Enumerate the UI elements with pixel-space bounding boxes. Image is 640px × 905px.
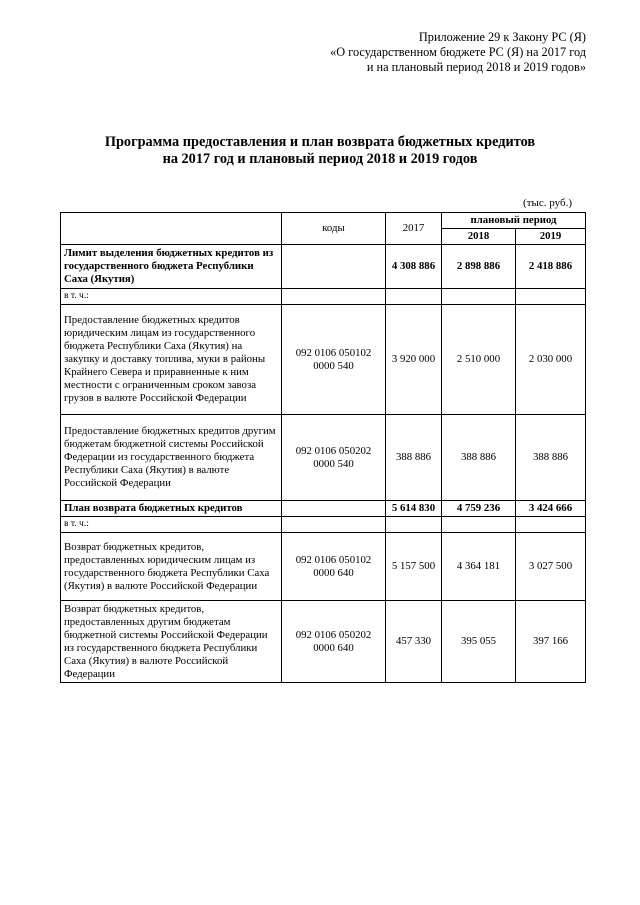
header-2019: 2019 bbox=[516, 229, 586, 245]
row-name: Возврат бюджетных кредитов, предоставленных юридическим лицам из государственного бюджета Республики Саха (Якутия) в валюте Российской Федерации bbox=[61, 533, 282, 601]
row-value-2017: 5 614 830 bbox=[386, 501, 442, 517]
row-code: 092 0106 050202 0000 640 bbox=[282, 601, 386, 683]
row-value-2018 bbox=[442, 289, 516, 305]
title-line-1: Программа предоставления и план возврата бюджетных кредитов bbox=[104, 134, 536, 150]
row-name: Возврат бюджетных кредитов, предоставленных другим бюджетам бюджетной системы Российской Федерации из государственного бюджета Республики Саха (Якутия) в валюте Российской Федерации bbox=[61, 601, 282, 683]
title-line-2: на 2017 год и плановый период 2018 и 2019 годов bbox=[162, 151, 478, 167]
row-value-2019: 3 424 666 bbox=[516, 501, 586, 517]
row-name: Предоставление бюджетных кредитов другим бюджетам бюджетной системы Российской Федерации из государственного бюджета Республики Саха (Якутия) в валюте Российской Федерации bbox=[61, 415, 282, 501]
row-value-2017: 388 886 bbox=[386, 415, 442, 501]
row-name: в т. ч.: bbox=[61, 517, 282, 533]
row-value-2017: 3 920 000 bbox=[386, 305, 442, 415]
row-name: Лимит выделения бюджетных кредитов из государственного бюджета Республики Саха (Якутия) bbox=[61, 245, 282, 289]
annex-line-2: «О государственном бюджете РС (Я) на 2017 год bbox=[330, 45, 586, 59]
table-row bbox=[61, 415, 586, 501]
table-row bbox=[61, 533, 586, 601]
budget-credits-table bbox=[60, 212, 586, 683]
units-label: (тыс. руб.) bbox=[523, 197, 572, 209]
row-code: 092 0106 050102 0000 540 bbox=[282, 305, 386, 415]
table-row bbox=[61, 245, 586, 289]
document-title bbox=[0, 134, 640, 168]
row-value-2018: 395 055 bbox=[442, 601, 516, 683]
row-name: План возврата бюджетных кредитов bbox=[61, 501, 282, 517]
row-value-2017 bbox=[386, 517, 442, 533]
row-value-2018: 4 759 236 bbox=[442, 501, 516, 517]
row-value-2019: 397 166 bbox=[516, 601, 586, 683]
row-value-2019: 3 027 500 bbox=[516, 533, 586, 601]
annex-line-1: Приложение 29 к Закону РС (Я) bbox=[418, 30, 586, 44]
annex-header bbox=[330, 30, 586, 75]
row-value-2018 bbox=[442, 517, 516, 533]
row-code bbox=[282, 501, 386, 517]
row-value-2017: 4 308 886 bbox=[386, 245, 442, 289]
table-row bbox=[61, 501, 586, 517]
row-code: 092 0106 050102 0000 640 bbox=[282, 533, 386, 601]
row-code bbox=[282, 289, 386, 305]
row-value-2017: 5 157 500 bbox=[386, 533, 442, 601]
row-value-2018: 2 898 886 bbox=[442, 245, 516, 289]
table-row bbox=[61, 305, 586, 415]
row-value-2019: 2 030 000 bbox=[516, 305, 586, 415]
row-value-2019 bbox=[516, 289, 586, 305]
row-value-2017 bbox=[386, 289, 442, 305]
row-value-2019: 388 886 bbox=[516, 415, 586, 501]
row-code bbox=[282, 517, 386, 533]
table-row bbox=[61, 289, 586, 305]
annex-line-3: и на плановый период 2018 и 2019 годов» bbox=[366, 60, 586, 74]
row-code bbox=[282, 245, 386, 289]
row-value-2017: 457 330 bbox=[386, 601, 442, 683]
header-codes: коды bbox=[282, 213, 386, 245]
row-value-2018: 2 510 000 bbox=[442, 305, 516, 415]
row-value-2018: 4 364 181 bbox=[442, 533, 516, 601]
row-code: 092 0106 050202 0000 540 bbox=[282, 415, 386, 501]
row-value-2019: 2 418 886 bbox=[516, 245, 586, 289]
header-planned-period: плановый период bbox=[442, 213, 586, 229]
table-header-row bbox=[61, 213, 586, 229]
row-value-2018: 388 886 bbox=[442, 415, 516, 501]
header-2017: 2017 bbox=[386, 213, 442, 245]
table-row bbox=[61, 517, 586, 533]
header-2018: 2018 bbox=[442, 229, 516, 245]
row-name: в т. ч.: bbox=[61, 289, 282, 305]
row-value-2019 bbox=[516, 517, 586, 533]
table-row bbox=[61, 601, 586, 683]
row-name: Предоставление бюджетных кредитов юридическим лицам из государственного бюджета Республики Саха (Якутия) на закупку и доставку топлива, муки в районы Крайнего Севера и приравненные к ним местности с ограниченным сроком завоза грузов в валюте Российской Федерации bbox=[61, 305, 282, 415]
header-name-empty bbox=[61, 213, 282, 245]
